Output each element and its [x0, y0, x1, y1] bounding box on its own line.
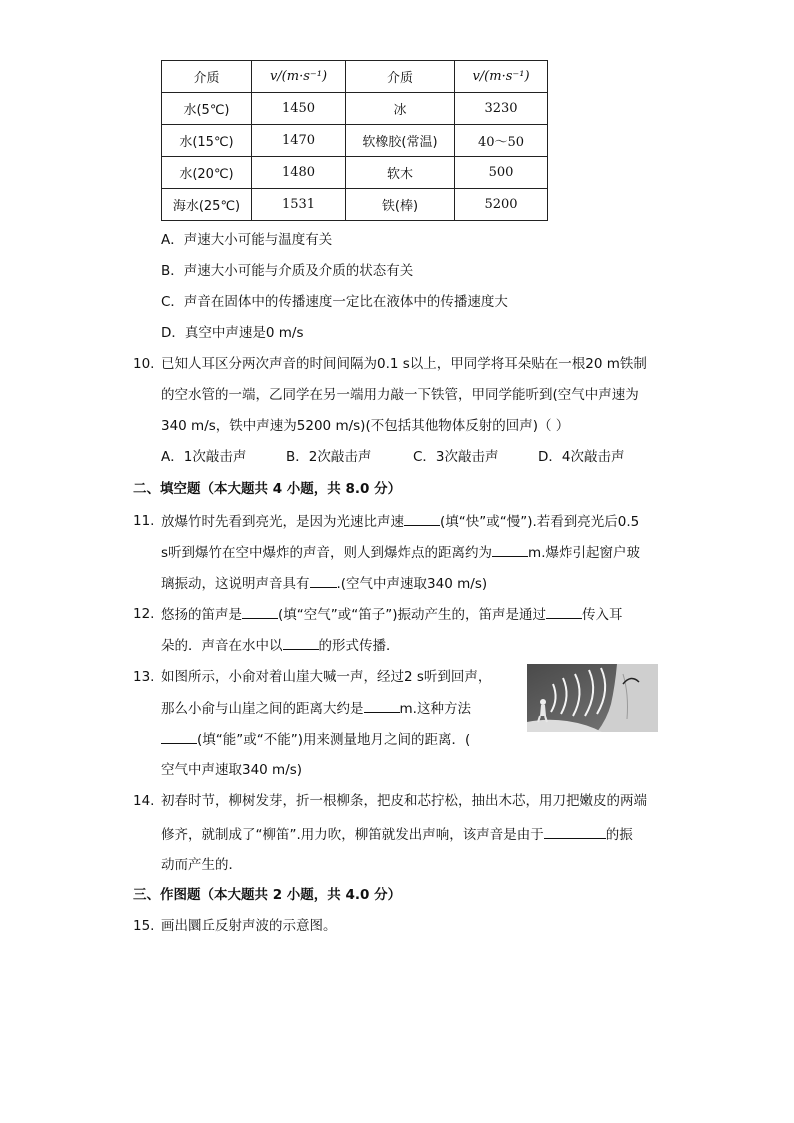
answer-blank — [161, 729, 197, 744]
table-header-cell: v/(m·s⁻¹) — [252, 61, 346, 93]
q11-line-2 — [161, 542, 640, 563]
table-row — [162, 189, 548, 221]
table-cell: 水(5℃) — [162, 93, 252, 125]
answer-blank — [283, 635, 319, 650]
table-header-row — [162, 61, 548, 93]
answer-blank — [544, 824, 606, 839]
table-row — [162, 93, 548, 125]
answer-blank — [546, 604, 582, 619]
q10-text-line: 已知人耳区分两次声音的时间间隔为0.1 s以上，甲同学将耳朵贴在一根20 m铁制 — [161, 356, 647, 372]
q13-line-3 — [161, 729, 470, 750]
table-cell: 水(20℃) — [162, 157, 252, 189]
sound-speed-table — [161, 60, 548, 221]
table-header-cell: 介质 — [162, 61, 252, 93]
answer-blank — [310, 573, 337, 588]
table-cell: 铁(棒) — [346, 189, 455, 221]
table-cell: 软木 — [346, 157, 455, 189]
q10-option-c: C．3次敲击声 — [413, 449, 499, 465]
q10-option-d: D．4次敲击声 — [538, 449, 625, 465]
q13-text: 那么小俞与山崖之间的距离大约是 — [161, 701, 364, 717]
q11-text: 璃振动，这说明声音具有 — [161, 576, 310, 592]
question-number: 11. — [133, 513, 155, 529]
q15-text: 画出圜丘反射声波的示意图。 — [161, 918, 337, 934]
q10-options — [161, 447, 641, 467]
q10-text-line: 340 m/s，铁中声速为5200 m/s)(不包括其他物体反射的回声)（ ） — [161, 418, 570, 434]
q14-text: 修齐，就制成了“柳笛”.用力吹，柳笛就发出声响，该声音是由于 — [161, 827, 544, 843]
table-cell: 软橡胶(常温) — [346, 125, 455, 157]
q13-text: (填“能”或“不能”)用来测量地月之间的距离．( — [197, 732, 471, 748]
q9-option-d: D．真空中声速是0 m/s — [161, 325, 304, 341]
q12-text: (填“空气”或“笛子”)振动产生的，笛声是通过 — [278, 607, 547, 623]
table-cell: 1470 — [252, 125, 346, 157]
q10-text-line: 的空水管的一端，乙同学在另一端用力敲一下铁管，甲同学能听到(空气中声速为 — [161, 387, 639, 403]
q14-text: 的振 — [605, 827, 633, 843]
question-number: 15. — [133, 918, 155, 934]
table-row — [162, 125, 548, 157]
q14-line-1: 初春时节，柳树发芽，折一根柳条，把皮和芯拧松，抽出木芯，用刀把嫩皮的两端 — [161, 793, 647, 809]
table-cell: 5200 — [455, 189, 548, 221]
q13-line-1: 如图所示，小俞对着山崖大喊一声，经过2 s听到回声， — [161, 669, 492, 685]
q10-option-a: A．1次敲击声 — [161, 449, 247, 465]
q14-line-3: 动而产生的． — [161, 857, 242, 873]
answer-blank — [492, 542, 528, 557]
q13-text: m.这种方法 — [399, 701, 471, 717]
question-number: 10. — [133, 356, 155, 372]
cliff-echo-image — [527, 664, 658, 732]
question-number: 14. — [133, 793, 155, 809]
question-number: 12. — [133, 606, 155, 622]
q12-line-2 — [161, 635, 400, 656]
table-cell: 500 — [455, 157, 548, 189]
question-number: 13. — [133, 669, 155, 685]
q11-text: .(空气中声速取340 m/s) — [336, 576, 488, 592]
q13-line-2 — [161, 698, 471, 719]
answer-blank — [364, 698, 400, 713]
section-title: 三、作图题（本大题共 2 小题，共 4.0 分） — [133, 887, 402, 903]
q14-line-2 — [161, 824, 633, 845]
q9-option-c: C．声音在固体中的传播速度一定比在液体中的传播速度大 — [161, 294, 508, 310]
q9-option-a: A．声速大小可能与温度有关 — [161, 232, 333, 248]
q11-text: s听到爆竹在空中爆炸的声音，则人到爆炸点的距离约为 — [161, 545, 493, 561]
table-cell: 3230 — [455, 93, 548, 125]
q11-line-1 — [161, 511, 639, 532]
q10-option-b: B．2次敲击声 — [286, 449, 372, 465]
q12-text: 传入耳 — [582, 607, 623, 623]
q12-text: 朵的．声音在水中以 — [161, 638, 283, 654]
table-cell: 1531 — [252, 189, 346, 221]
section-title: 二、填空题（本大题共 4 小题，共 8.0 分） — [133, 481, 402, 497]
table-header-cell: v/(m·s⁻¹) — [455, 61, 548, 93]
table-cell: 1480 — [252, 157, 346, 189]
section-heading — [133, 479, 401, 499]
q11-text: 放爆竹时先看到亮光，是因为光速比声速 — [161, 514, 404, 530]
table-cell: 1450 — [252, 93, 346, 125]
table-cell: 海水(25℃) — [162, 189, 252, 221]
table-header-cell: 介质 — [346, 61, 455, 93]
table-cell: 40～50 — [455, 125, 548, 157]
q12-text: 的形式传播． — [318, 638, 400, 654]
cliff-echo-figure — [527, 664, 658, 732]
table-row — [162, 157, 548, 189]
q9-option-b: B．声速大小可能与介质及介质的状态有关 — [161, 263, 414, 279]
table-cell: 冰 — [346, 93, 455, 125]
q11-text: (填“快”或“慢”).若看到亮光后0.5 — [440, 514, 640, 530]
section-heading — [133, 885, 401, 905]
q12-text: 悠扬的笛声是 — [161, 607, 242, 623]
q11-line-3 — [161, 573, 487, 594]
q11-text: m.爆炸引起窗户玻 — [528, 545, 640, 561]
answer-blank — [404, 511, 440, 526]
answer-blank — [242, 604, 278, 619]
q12-line-1 — [161, 604, 623, 625]
q13-line-4: 空气中声速取340 m/s) — [161, 762, 303, 778]
table-cell: 水(15℃) — [162, 125, 252, 157]
